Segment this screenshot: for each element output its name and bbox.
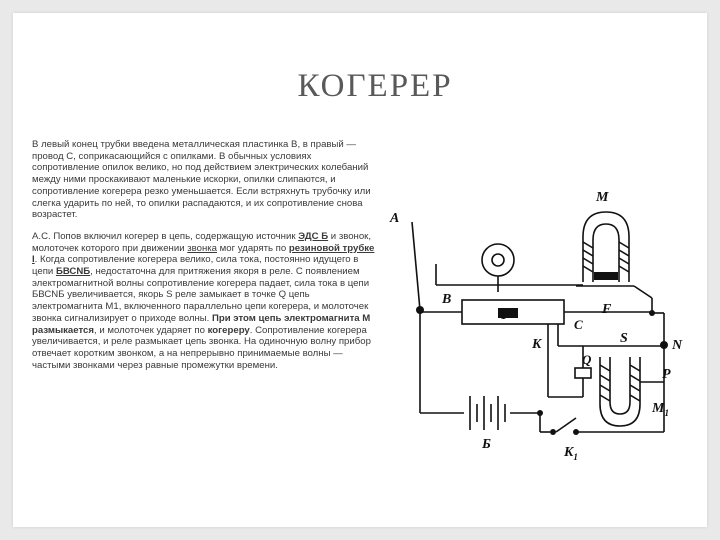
slide-title: КОГЕРЕР [297, 68, 453, 104]
label-F: F [602, 302, 612, 317]
label-K: K [532, 337, 542, 352]
paragraph-coherer-description: В левый конец трубки введена металлическая пластинка В, в правый — провод С, соприкасающийся с опилками. В обычных условиях сопротивление опилок велико, но под действием электрических колебаний между ними проскакивают маленькие искорки, опилки слипаются, и сопротивление когерера резко уменьшается. Если встряхнуть трубочку или слегка ударить по ней, то опилки распадаются, и их сопротивление снова возрастет. [32, 139, 371, 221]
slide [13, 13, 707, 527]
label-M: M [596, 190, 609, 205]
label-N: N [672, 338, 683, 353]
label-K1: $K_1$ [564, 445, 578, 462]
body-text [32, 139, 378, 381]
label-M1: $M_1$ [652, 401, 669, 418]
label-T: T [500, 307, 508, 322]
label-S: S [620, 331, 628, 346]
label-Q: Q [582, 352, 592, 367]
label-B: B [442, 292, 452, 307]
popov-receiver-diagram [378, 182, 690, 470]
label-P: P [662, 367, 671, 382]
label-A: A [390, 211, 400, 226]
paragraph-popov-circuit: А.С. Попов включил когерер в цепь, содержащую источник ЭДС Б и звонок, молоточек которого при движении звонка мог ударять по резиновой трубке I. Когда сопротивление когерера велико, сила тока, постоянно идущего в цепи БВСNБ, недостаточна для притяжения якоря в реле. С появлением электромагнитной волны сопротивление когерера падает, сила тока в цепи БВСNБ увеличивается, якорь S реле замыкает в точке Q цепь электромагнита М1, включенного параллельно цепи когерера, и молоточек звонка сигнализирует о приходе волны. При этом цепь электромагнита М размыкается, и молоточек ударяет по когереру. Сопротивление когерера увеличивается, и реле размыкает цепь звонка. На одиночную волну прибор отвечает коротким звонком, а на непрерывно принимаемые волны — частыми звонками через равные промежутки времени. [32, 230, 375, 371]
label-C: C [574, 317, 583, 332]
label-battery: Б [482, 437, 491, 452]
